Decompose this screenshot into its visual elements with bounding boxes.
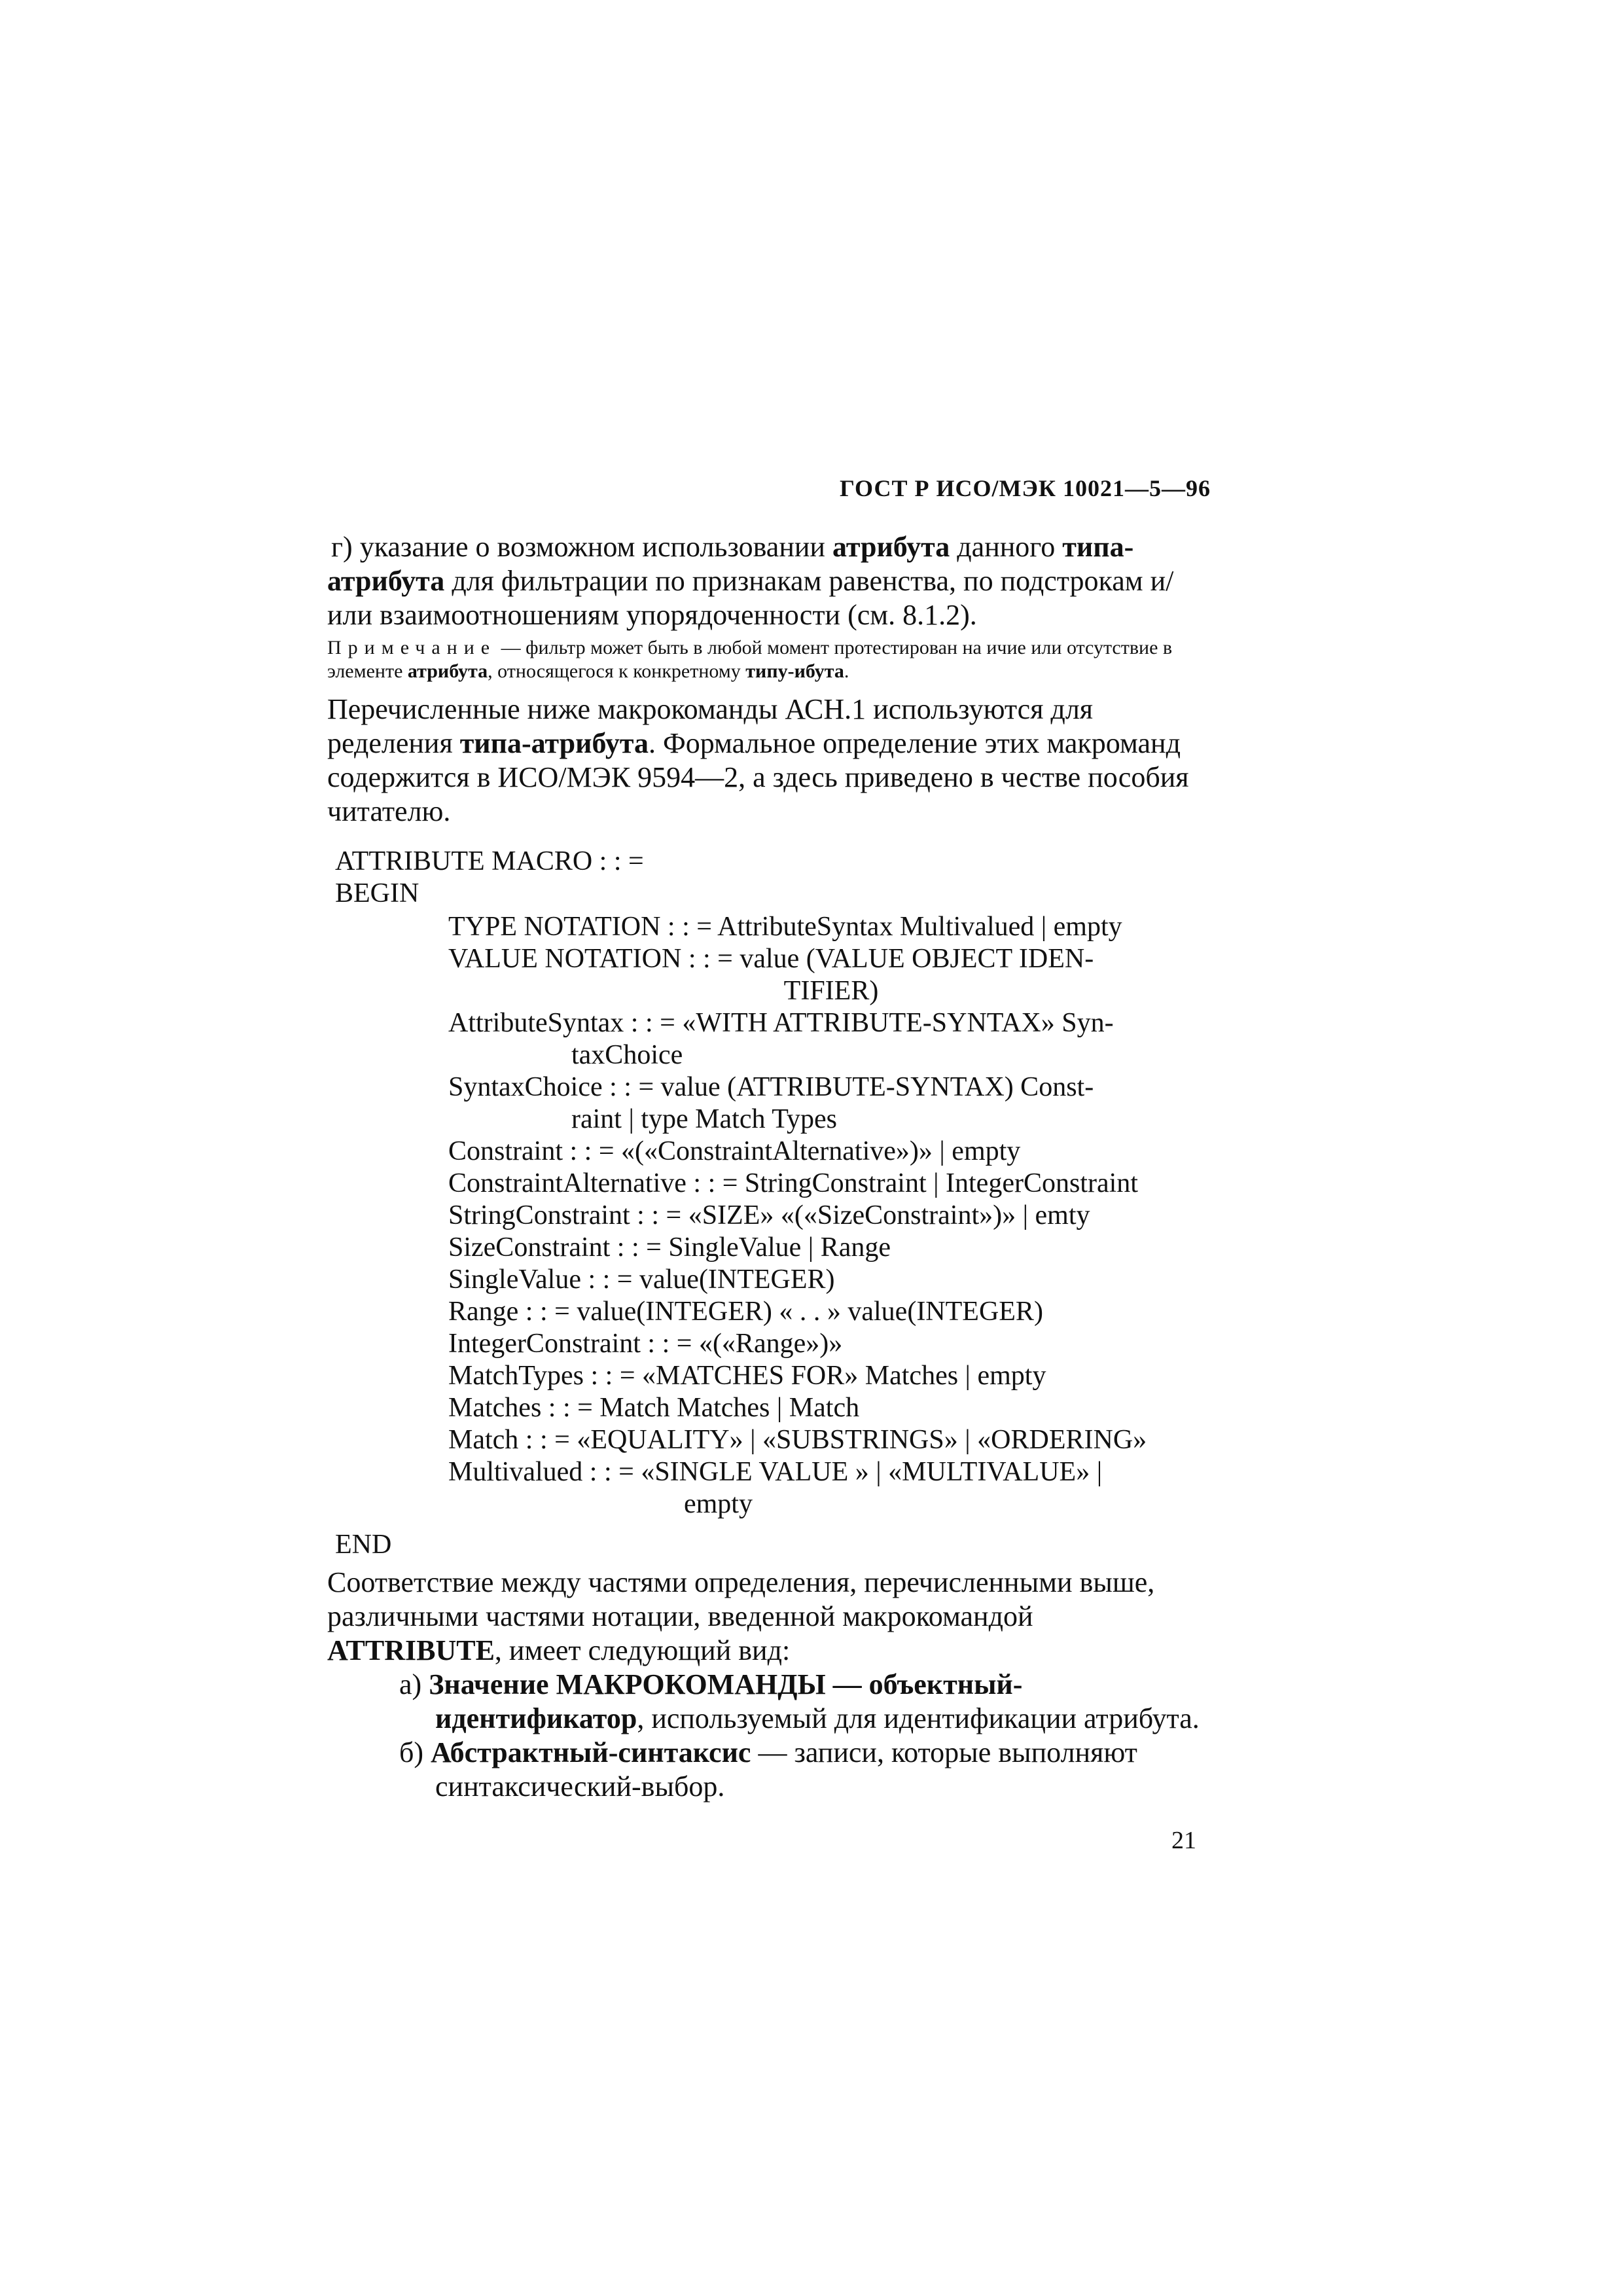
macro-header [335,846,644,910]
macro-head-line-1: ATTRIBUTE MACRO : : = [335,846,644,876]
intro-text-2: . Формальное определение этих макроманд содержится в ИСО/МЭК 9594—2, а здесь приведено в честве пособия читателю. [327,727,1189,827]
list-item-a-bold: Значение МАКРОКОМАНДЫ — объектный-идентификатор [429,1668,1023,1734]
macro-line: Match : : = «EQUALITY» | «SUBSTRINGS» | «ORDERING» [448,1425,1147,1455]
item-g-prefix: г) указание о возможном использовании [331,531,832,563]
macro-line: SyntaxChoice : : = value (ATTRIBUTE-SYNTAX) Const- [448,1072,1094,1102]
macro-line: Matches : : = Match Matches | Match [448,1393,860,1423]
intro-bold-attribute-type: типа-атрибута [459,727,649,759]
list-item-b-bold: Абстрактный-синтаксис [431,1736,751,1768]
list-item-b-rest: — записи, которые выполняют синтаксический-выбор. [435,1736,1137,1803]
macro-line: StringConstraint : : = «SIZE» «(«SizeConstraint»)» | emty [448,1200,1090,1230]
macro-line: SizeConstraint : : = SingleValue | Range [448,1232,891,1263]
macro-line: Constraint : : = «(«ConstraintAlternative»)» | empty [448,1136,1021,1166]
macro-body [448,911,1214,1520]
list-item-b [327,1736,1211,1804]
item-g-bold-attribute: атрибута [832,531,950,563]
correspondence-section [327,1566,1211,1804]
macro-line: ConstraintAlternative : : = StringConstraint | IntegerConstraint [448,1168,1138,1198]
macro-end-line: END [335,1530,392,1560]
macro-line-continuation: raint | type Match Types [571,1104,837,1134]
item-g-paragraph [327,530,1211,632]
correspondence-text-1: Соответствие между частями определения, перечисленными выше, различными частями нотации, введенной макрокомандой [327,1566,1155,1632]
macro-head-line-2: BEGIN [335,878,419,908]
item-g-mid: данного [950,531,1063,563]
macro-line-continuation: empty [684,1489,753,1519]
note-bold-attribute: атрибута [407,660,488,682]
note-label: Примечание [327,637,497,658]
macro-line: AttributeSyntax : : = «WITH ATTRIBUTE-SYNTAX» Syn- [448,1008,1114,1038]
correspondence-text-2: , имеет следующий вид: [494,1634,791,1666]
intro-paragraph [327,692,1211,829]
text-block-item-g [327,530,1211,829]
page-number: 21 [1171,1827,1196,1854]
list-item-a [327,1668,1211,1736]
note-bold-type: типу-ибута [745,660,844,682]
macro-line-continuation: taxChoice [571,1040,683,1070]
macro-line: IntegerConstraint : : = «(«Range»)» [448,1329,843,1359]
list-item-b-prefix: б) [399,1736,431,1768]
correspondence-bold: ATTRIBUTE [327,1634,495,1666]
macro-line: VALUE NOTATION : : = value (VALUE OBJECT IDEN- [448,944,1094,974]
intro-text-1: Перечисленные ниже макрокоманды АСН.1 используются для ределения [327,693,1094,759]
note-text-2: , относящегося к конкретному [488,660,746,682]
list-item-a-prefix: а) [399,1668,429,1700]
note-end: . [844,660,849,682]
note-text-1: — фильтр может быть в любой момент протестирован на ичие или отсутствие в элементе [327,637,1173,682]
macro-end [335,1529,391,1561]
macro-line-continuation: TIFIER) [783,976,879,1006]
document-header: ГОСТ Р ИСО/МЭК 10021—5—96 [840,475,1211,501]
macro-line: MatchTypes : : = «MATCHES FOR» Matches | empty [448,1361,1046,1391]
macro-line: Multivalued : : = «SINGLE VALUE » | «MULTIVALUE» | [448,1457,1103,1487]
correspondence-paragraph [327,1566,1211,1668]
list-item-a-rest: , используемый для идентификации атрибута. [637,1702,1200,1734]
macro-line: Range : : = value(INTEGER) « . . » value(INTEGER) [448,1297,1043,1327]
item-g-bold-attribute-type: типа-атрибута [327,531,1134,597]
macro-line: SingleValue : : = value(INTEGER) [448,1265,835,1295]
macro-line: TYPE NOTATION : : = AttributeSyntax Multivalued | empty [448,912,1122,942]
note-paragraph [327,636,1211,683]
item-g-rest: для фильтрации по признакам равенства, по подстрокам и/или взаимоотношениям упорядоченности (см. 8.1.2). [327,565,1174,631]
